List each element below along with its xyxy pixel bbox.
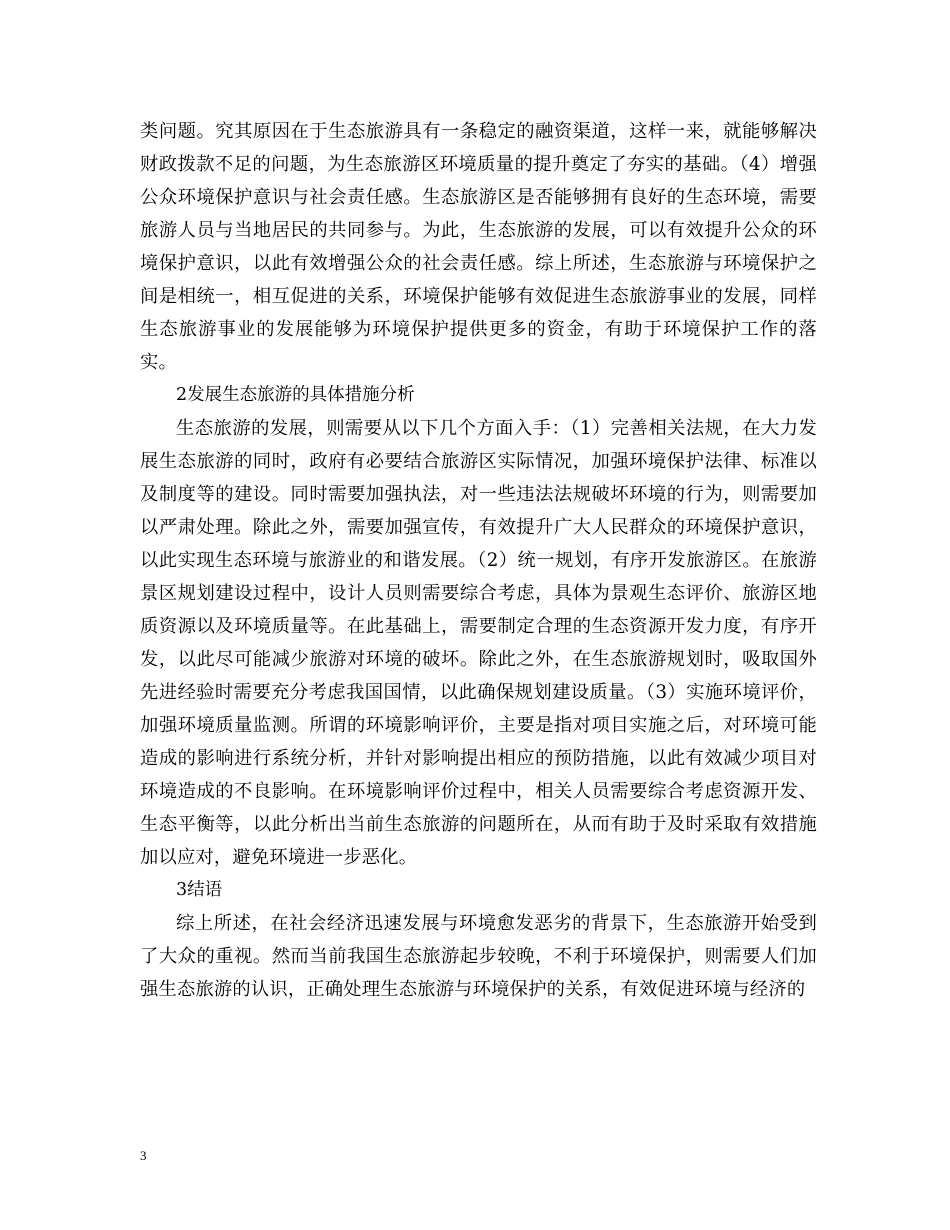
page-number: 3 [140, 1148, 147, 1163]
section-heading-3: 3结语 [176, 880, 223, 900]
paragraph-continued: 类问题。究其原因在于生态旅游具有一条稳定的融资渠道，这样一来，就能够解决财政拨款不足的问题，为生态旅游区环境质量的提升奠定了夯实的基础。（4）增强公众环境保护意识与社会责任感。生态旅游区是否能够拥有良好的生态环境，需要旅游人员与当地居民的共同参与。为此，生态旅游的发展，可以有效提升公众的环境保护意识，以此有效增强公众的社会责任感。综上所述，生态旅游与环境保护之间是相统一，相互促进的关系，环境保护能够有效促进生态旅游事业的发展，同样生态旅游事业的发展能够为环境保护提供更多的资金，有助于环境保护工作的落实。 [140, 121, 817, 373]
paragraph-measures: 生态旅游的发展，则需要从以下几个方面入手：（1）完善相关法规，在大力发展生态旅游的同时，政府有必要结合旅游区实际情况，加强环境保护法律、标准以及制度等的建设。同时需要加强执法，对一些违法法规破坏环境的行为，则需要加以严肃处理。除此之外，需要加强宣传，有效提升广大人民群众的环境保护意识，以此实现生态环境与旅游业的和谐发展。（2）统一规划，有序开发旅游区。在旅游景区规划建设过程中，设计人员则需要综合考虑，具体为景观生态评价、旅游区地质资源以及环境质量等。在此基础上，需要制定合理的生态资源开发力度，有序开发，以此尽可能减少旅游对环境的破坏。除此之外，在生态旅游规划时，吸取国外先进经验时需要充分考虑我国国情，以此确保规划建设质量。（3）实施环境评价，加强环境质量监测。所谓的环境影响评价，主要是指对项目实施之后，对环境可能造成的影响进行系统分析，并针对影响提出相应的预防措施，以此有效减少项目对环境造成的不良影响。在环境影响评价过程中，相关人员需要综合考虑资源开发、生态平衡等，以此分析出当前生态旅游的问题所在，从而有助于及时采取有效措施加以应对，避免环境进一步恶化。 [140, 418, 817, 868]
section-heading-2: 2发展生态旅游的具体措施分析 [176, 385, 415, 405]
paragraph-conclusion: 综上所述，在社会经济迅速发展与环境愈发恶劣的背景下，生态旅游开始受到了大众的重视。然而当前我国生态旅游起步较晚，不利于环境保护，则需要人们加强生态旅游的认识，正确处理生态旅游与环境保护的关系，有效促进环境与经济的 [140, 913, 817, 1000]
document-body [140, 115, 817, 1006]
